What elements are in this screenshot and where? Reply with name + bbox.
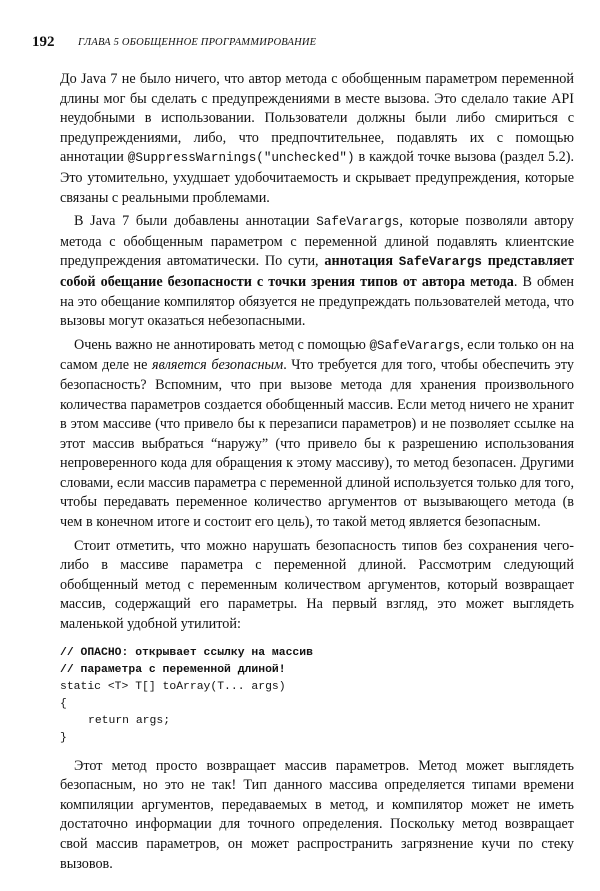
inline-code: @SuppressWarnings("unchecked") bbox=[127, 151, 355, 166]
page-body bbox=[60, 70, 574, 878]
code-line: } bbox=[60, 731, 67, 744]
page-number: 192 bbox=[32, 34, 55, 50]
bold-statement: аннотация SafeVarargs представляет собой обещание безопасности с точки зрения типов от автора метода bbox=[60, 253, 574, 290]
paragraph-3: Очень важно не аннотировать метод с помощью @SafeVarargs, если только он на самом деле не является безопасным. Что требуется для того, чтобы обеспечить эту безопасность? Вспомним, что при вызове метода для хранения произвольного количества параметров создается обобщенный массив. Если метод ничего не хранит в этом массиве (что привело бы к перезаписи параметров) и не позволяет ссылке на этот массив выбраться “наружу” (что привело бы к разрешению использования непроверенного кода для обращения к этому массиву), то метод безопасен. Другими словами, если массив параметра с переменной длиной используется только для того, чтобы передавать переменное количество аргументов от вызывающего метода (в чем в конечном итоге и состоит его цель), то такой метод является безопасным. bbox=[60, 336, 574, 531]
paragraph-5: Этот метод просто возвращает массив параметров. Метод может выглядеть безопасным, но это не так! Тип данного массива определяется типами времени компиляции аргументов, передаваемых в метод, и компилятор может не иметь достаточно информации для точного определения. Поскольку метод возвращает свой массив параметров, он может распространить загрязнение кучи по стеку вызовов. bbox=[60, 757, 574, 872]
inline-code: @SafeVarargs bbox=[369, 338, 461, 353]
chapter-title: ГЛАВА 5 ОБОБЩЕННОЕ ПРОГРАММИРОВАНИЕ bbox=[78, 37, 317, 48]
code-comment-line: // параметра с переменной длиной! bbox=[60, 663, 286, 676]
paragraph-2: В Java 7 были добавлены аннотации SafeVarargs, которые позволяли автору метода с обобщенным параметром с переменной длиной подавлять клиентские предупреждения автоматически. По сути, аннотация SafeVarargs представляет собой обещание безопасности с точки зрения типов от автора метода. В обмен на это обещание компилятор обязуется не предупреждать пользователей метода, что вызовы могут оказаться небезопасными. bbox=[60, 213, 574, 330]
code-comment-line: // ОПАСНО: открывает ссылку на массив bbox=[60, 646, 313, 659]
code-line: return args; bbox=[88, 714, 171, 727]
code-line: { bbox=[60, 697, 67, 710]
paragraph-1: До Java 7 не было ничего, что автор метода с обобщенным параметром переменной длины мог бы сделать с предупреждениями в месте вызова. Это сделало такие API неудобными в использовании. Пользователи должны были либо смириться с предупреждениями, либо, что предпочтительнее, подавлять их с помощью аннотации @SuppressWarnings("unchecked") в каждой точке вызова (раздел 5.2). Это утомительно, ухудшает удобочитаемость и скрывает предупреждения, которые связаны с реальными проблемами. bbox=[60, 71, 574, 206]
code-line: static <T> T[] toArray(T... args) bbox=[60, 680, 286, 693]
code-block bbox=[60, 645, 574, 747]
paragraph-4: Стоит отметить, что можно нарушать безопасность типов без сохранения чего-либо в массиве параметра с переменной длиной. Рассмотрим следующий обобщенный метод с переменным количеством аргументов, который возвращает массив, содержащий его параметры. На первый взгляд, это может выглядеть маленькой удобной утилитой: bbox=[60, 537, 574, 633]
running-header bbox=[32, 34, 572, 54]
inline-code: SafeVarargs bbox=[316, 215, 400, 230]
emphasis: является безопасным bbox=[151, 357, 284, 374]
